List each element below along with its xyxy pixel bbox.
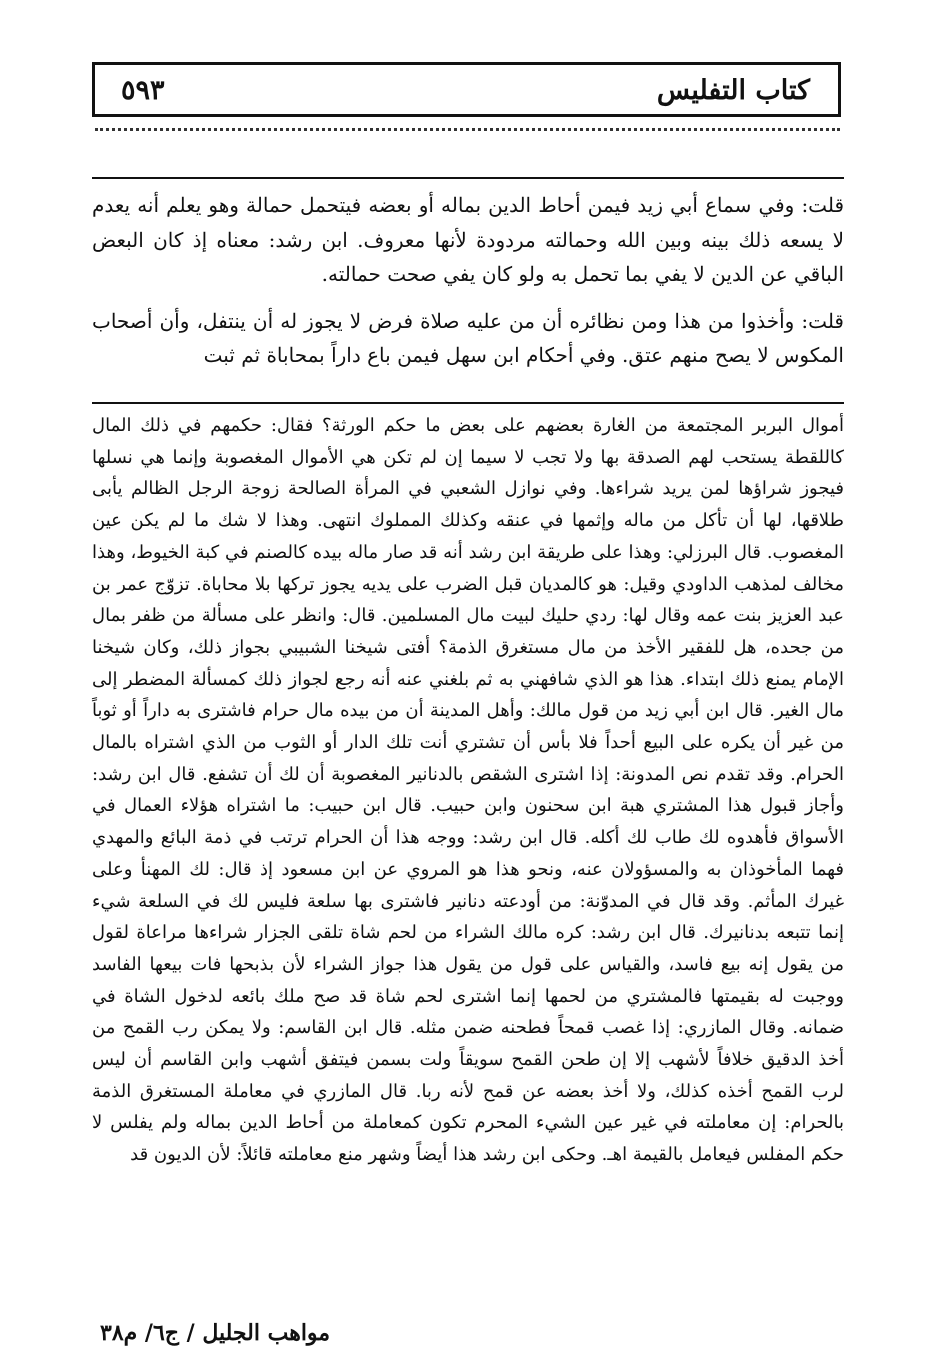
running-header xyxy=(92,62,841,117)
page-number: ٥٩٣ xyxy=(121,75,165,106)
volume-reference: مواهب الجليل / ج٦/ م٣٨ xyxy=(100,1320,331,1346)
main-text xyxy=(92,188,844,373)
footnote-rule xyxy=(92,402,844,404)
footnote-text: أموال البربر المجتمعة من الغارة بعضهم على بعض ما حكم الورثة؟ فقال: حكمهم في ذلك المال كاللقطة يستحب لهم الصدقة بها ولا تجب لا سيما إن لم تكن هي الأموال المغصوبة وإنما هي نسلها فيجوز شراؤها لمن يريد شراءها. وفي نوازل الشعبي في المرأة الصالحة زوجة الرجل الظالم يأبى طلاقها، لها أن تأكل من ماله وإثمها في عنقه وكذلك المملوك انتهى. وهذا لا شك ما لم يكن عين المغصوب. قال البرزلي: وهذا على طريقة ابن رشد أنه قد صار ماله بيده كالصنم في كبة الخيوط، وهذا مخالف لمذهب الداودي وقيل: هو كالمديان قبل الضرب على يديه يجوز تركها بلا محاباة. تزوّج عمر بن عبد العزيز بنت عمه وقال لها: ردي حليك لبيت مال المسلمين. قال: وانظر على مسألة من ظفر بمال من جحده، هل للفقير الأخذ من مال مستغرق الذمة؟ أفتى شيخنا الشبيبي بجواز ذلك، وكان شيخنا الإمام يمنع ذلك ابتداء. هذا هو الذي شافهني به ثم بلغني عنه أنه رجع لجواز ذلك كمسألة المضطر إلى مال الغير. قال ابن أبي زيد من قول مالك: وأهل المدينة أن من بيده مال حرام فاشترى به داراً أو ثوباً من غير أن يكره على البيع أحداً فلا بأس أن تشتري أنت تلك الدار أو الثوب من الذي اشتراه بالمال الحرام. وقد تقدم نص المدونة: إذا اشترى الشقص بالدنانير المغصوبة أن لك أن تشفع. قال ابن رشد: وأجاز قبول هذا المشتري هبة ابن سحنون وابن حبيب. قال ابن حبيب: ما اشتراه هؤلاء العمال في الأسواق فأهدوه لك طاب لك أكله. قال ابن رشد: ووجه هذا أن الحرام ترتب في ذمة البائع والمهدي فهما المأخوذان به والمسؤولان عنه، ونحو هذا هو المروي عن ابن مسعود إذ قال: لك المهنأ وعلى غيرك المأثم. وقد قال في المدوّنة: من أودعته دنانير فاشترى بها سلعة فليس لك في السلعة شيء إنما تتبعه بدنانيرك. قال ابن رشد: كره مالك الشراء من لحم شاة تلقى الجزار شراءها مراعاة لقول من يقول إنه بيع فاسد، والقياس على قول من يقول هذا جواز الشراء لأن بذبحها فات بيعها الفاسد ووجبت له بقيمتها فالمشتري من لحمها إنما اشترى لحم شاة قد صح ملك بائعه لدخول الشاة في ضمانه. وقال المازري: إذا غصب قمحاً فطحنه ضمن مثله. قال ابن القاسم: ولا يمكن رب القمح من أخذ الدقيق خلافاً لأشهب إلا إن طحن القمح سويقاً ولت بسمن فيتفق أشهب وابن القاسم أن ليس لرب القمح أخذه كذلك، ولا أخذ بعضه عن قمح لأنه ربا. قال المازري في معاملة المستغرق الذمة بالحرام: إن معاملته في غير عين الشيء المحرم تكون كمعاملة من أحاط الدين بماله ولم يفلس لا حكم المفلس فيعامل بالقيمة اهـ. وحكى ابن رشد هذا أيضاً وشهر منع معاملته قائلاً: لأن الديون قد xyxy=(92,415,844,1166)
header-rule xyxy=(92,177,844,179)
dotted-separator xyxy=(95,128,840,131)
main-paragraph: قلت: وفي سماع أبي زيد فيمن أحاط الدين بماله أو بعضه فيتحمل حمالة وهو يعلم أنه يعدم لا يسعه ذلك بينه وبين الله وحمالته مردودة لأنها معروف. ابن رشد: معناه إذ كان البعض الباقي عن الدين لا يفي بما تحمل به ولو كان يفي صحت حمالته. xyxy=(92,193,844,286)
chapter-title: كتاب التفليس xyxy=(656,75,810,106)
main-paragraph: قلت: وأخذوا من هذا ومن نظائره أن من عليه صلاة فرض لا يجوز له أن ينتفل، وأن أصحاب المكوس لا يصح منهم عتق. وفي أحكام ابن سهل فيمن باع داراً بمحاباة ثم ثبت xyxy=(92,308,844,367)
